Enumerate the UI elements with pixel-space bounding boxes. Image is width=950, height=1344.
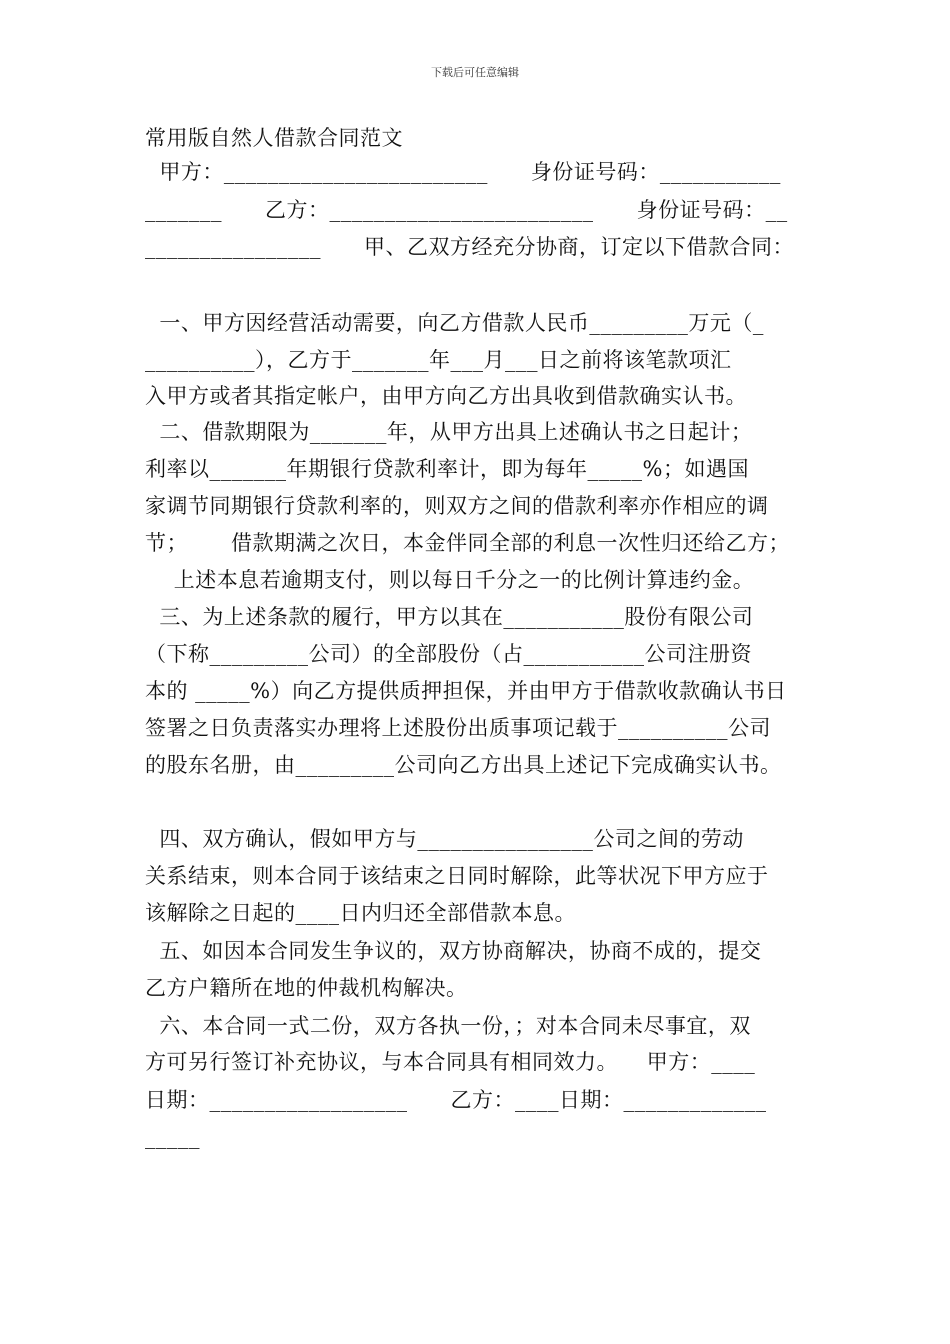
clause-3-line-4: 签署之日负责落实办理将上述股份出质事项记载于__________公司: [145, 716, 771, 740]
clause-6-line-1: 六、本合同一式二份，双方各执一份，；对本合同未尽事宜，双: [145, 1014, 751, 1038]
clause-4-line-3: 该解除之日起的____日内归还全部借款本息。: [145, 901, 576, 925]
clause-5-line-2: 乙方户籍所在地的仲裁机构解决。: [145, 976, 468, 1000]
clause-3-line-1: 三、为上述条款的履行，甲方以其在___________股份有限公司: [145, 605, 754, 629]
party-b-line: _______ 乙方：________________________ 身份证号码：__: [145, 198, 788, 222]
party-a-line: 甲方：________________________ 身份证号码：___________: [145, 160, 781, 184]
document-title: 常用版自然人借款合同范文: [145, 126, 403, 150]
clause-2-line-1: 二、借款期限为_______年，从甲方出具上述确认书之日起计；: [145, 420, 753, 444]
page-header-note: 下载后可任意编辑: [431, 66, 519, 79]
clause-1-line-1: 一、甲方因经营活动需要，向乙方借款人民币_________万元（_: [145, 311, 764, 335]
signature-date-line-end: _____: [145, 1125, 200, 1149]
clause-5-line-1: 五、如因本合同发生争议的，双方协商解决，协商不成的，提交: [145, 939, 762, 963]
clause-6-line-2: 方可另行签订补充协议，与本合同具有相同效力。 甲方：____: [145, 1050, 756, 1074]
clause-2-line-4: 节； 借款期满之次日，本金伴同全部的利息一次性归还给乙方；: [145, 531, 791, 555]
signature-date-line: 日期：__________________ 乙方：____日期：_____________: [145, 1088, 767, 1112]
clause-4-line-1: 四、双方确认，假如甲方与________________公司之间的劳动: [145, 827, 744, 851]
clause-1-line-2: __________），乙方于_______年___月___日之前将该笔款项汇: [145, 348, 732, 372]
clause-3-line-2: （下称_________公司）的全部股份（占___________公司注册资: [145, 642, 752, 666]
clause-1-line-3: 入甲方或者其指定帐户，由甲方向乙方出具收到借款确实认书。: [145, 384, 747, 408]
clause-3-line-3: 本的 _____%）向乙方提供质押担保，并由甲方于借款收款确认书日: [145, 679, 787, 703]
preamble-line: ________________ 甲、乙双方经充分协商，订定以下借款合同：: [145, 235, 795, 259]
clause-3-line-5: 的股东名册，由_________公司向乙方出具上述记下完成确实认书。: [145, 753, 782, 777]
clause-2-line-5: 上述本息若逾期支付，则以每日千分之一的比例计算违约金。: [145, 568, 755, 592]
clause-4-line-2: 关系结束，则本合同于该结束之日同时解除，此等状况下甲方应于: [145, 864, 769, 888]
clause-2-line-2: 利率以_______年期银行贷款利率计，即为每年_____%；如遇国: [145, 457, 749, 481]
clause-2-line-3: 家调节同期银行贷款利率的，则双方之间的借款利率亦作相应的调: [145, 494, 769, 518]
